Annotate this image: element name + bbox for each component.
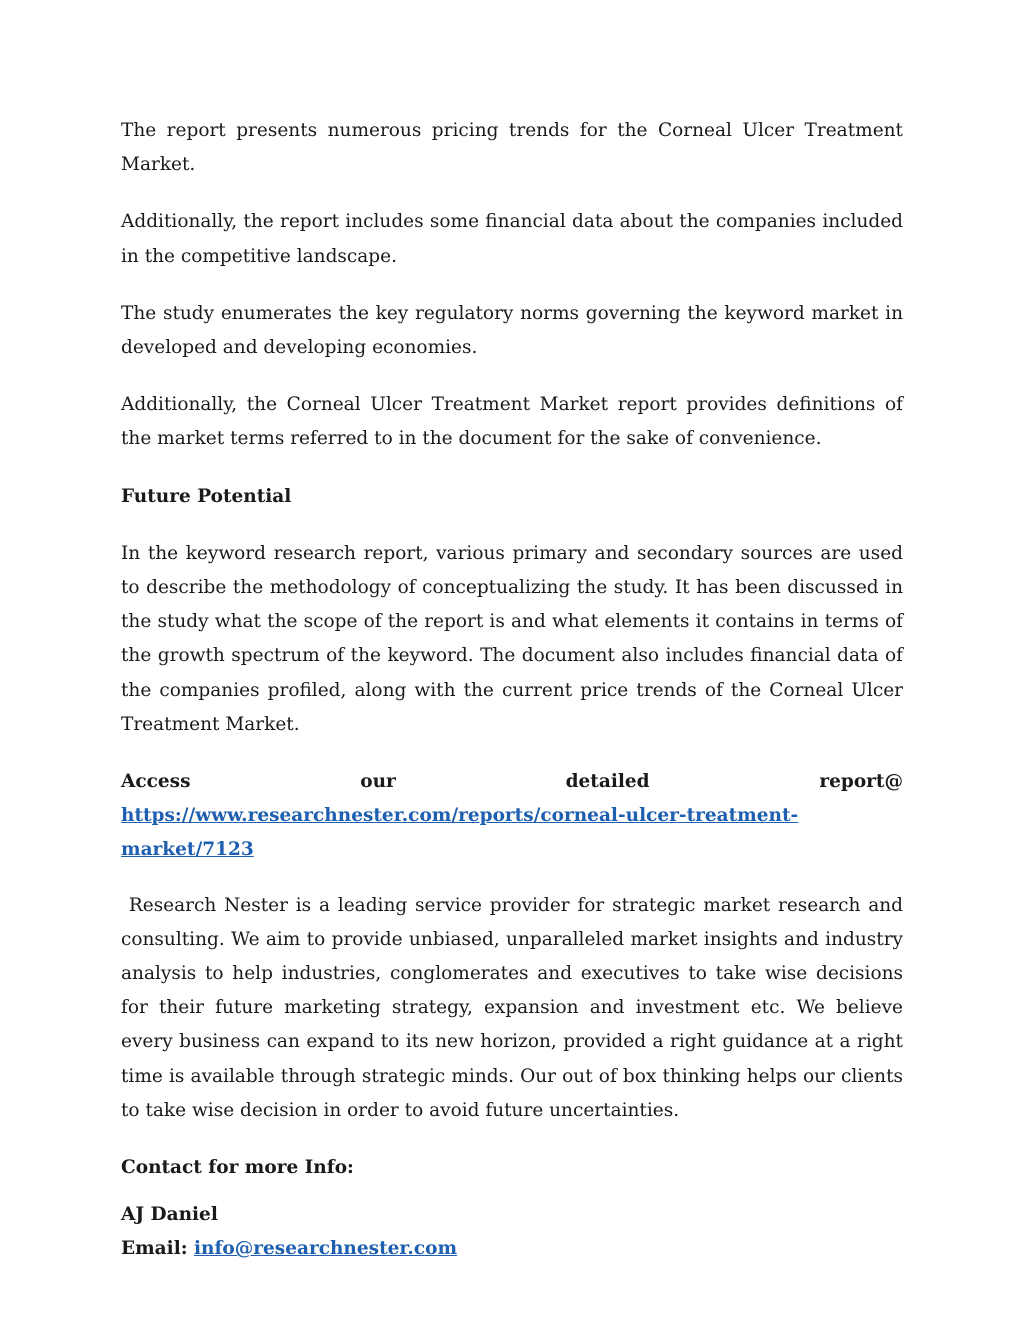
access-word: Access bbox=[121, 771, 191, 793]
future-potential-heading: Future Potential bbox=[121, 485, 292, 507]
contact-block bbox=[121, 1198, 903, 1266]
email-link[interactable]: info@researchnester.com bbox=[194, 1238, 458, 1260]
report-url-line-1: https://www.researchnester.com/reports/corneal-ulcer-treatment- bbox=[121, 805, 799, 827]
paragraph-regulatory-norms: The study enumerates the key regulatory norms governing the keyword market in developed and developing economies. bbox=[121, 302, 903, 359]
detailed-word: detailed bbox=[565, 771, 650, 793]
email-label: Email: bbox=[121, 1238, 194, 1260]
contact-name: AJ Daniel bbox=[121, 1204, 218, 1226]
paragraph-financial-data: Additionally, the report includes some financial data about the companies included in the competitive landscape. bbox=[121, 211, 903, 267]
about-research-nester bbox=[121, 889, 903, 1128]
access-report-block bbox=[121, 765, 903, 868]
about-body: Research Nester is a leading service provider for strategic market research and consulting. We aim to provide unbiased, unparalleled market insights and industry analysis to help industries, conglomerates and executives to take wise decisions for their future marketing strategy, expansion and investment etc. We believe every business can expand to its new horizon, provided a right guidance at a right time is available through strategic minds. Our out of box thinking helps our clients to take wise decision in order to avoid future uncertainties. bbox=[121, 894, 903, 1121]
future-potential-body: In the keyword research report, various primary and secondary sources are used to describe the methodology of conceptualizing the study. It has been discussed in the study what the scope of the report is and what elements it contains in terms of the growth spectrum of the keyword. The document also includes financial data of the companies profiled, along with the current price trends of the Corneal Ulcer Treatment Market. bbox=[121, 542, 903, 735]
access-report-line bbox=[121, 765, 903, 799]
document-page bbox=[121, 114, 903, 1267]
paragraph-definitions: Additionally, the Corneal Ulcer Treatment Market report provides definitions of the market terms referred to in the document for the sake of convenience. bbox=[121, 394, 903, 450]
contact-heading: Contact for more Info: bbox=[121, 1157, 354, 1179]
paragraph-pricing-trends: The report presents numerous pricing trends for the Corneal Ulcer Treatment Market. bbox=[121, 120, 903, 176]
report-url-link[interactable] bbox=[121, 805, 798, 860]
report-word: report@ bbox=[819, 771, 903, 793]
report-url-line-2: market/7123 bbox=[121, 839, 254, 861]
our-word: our bbox=[360, 771, 396, 793]
contact-email-line bbox=[121, 1232, 903, 1266]
